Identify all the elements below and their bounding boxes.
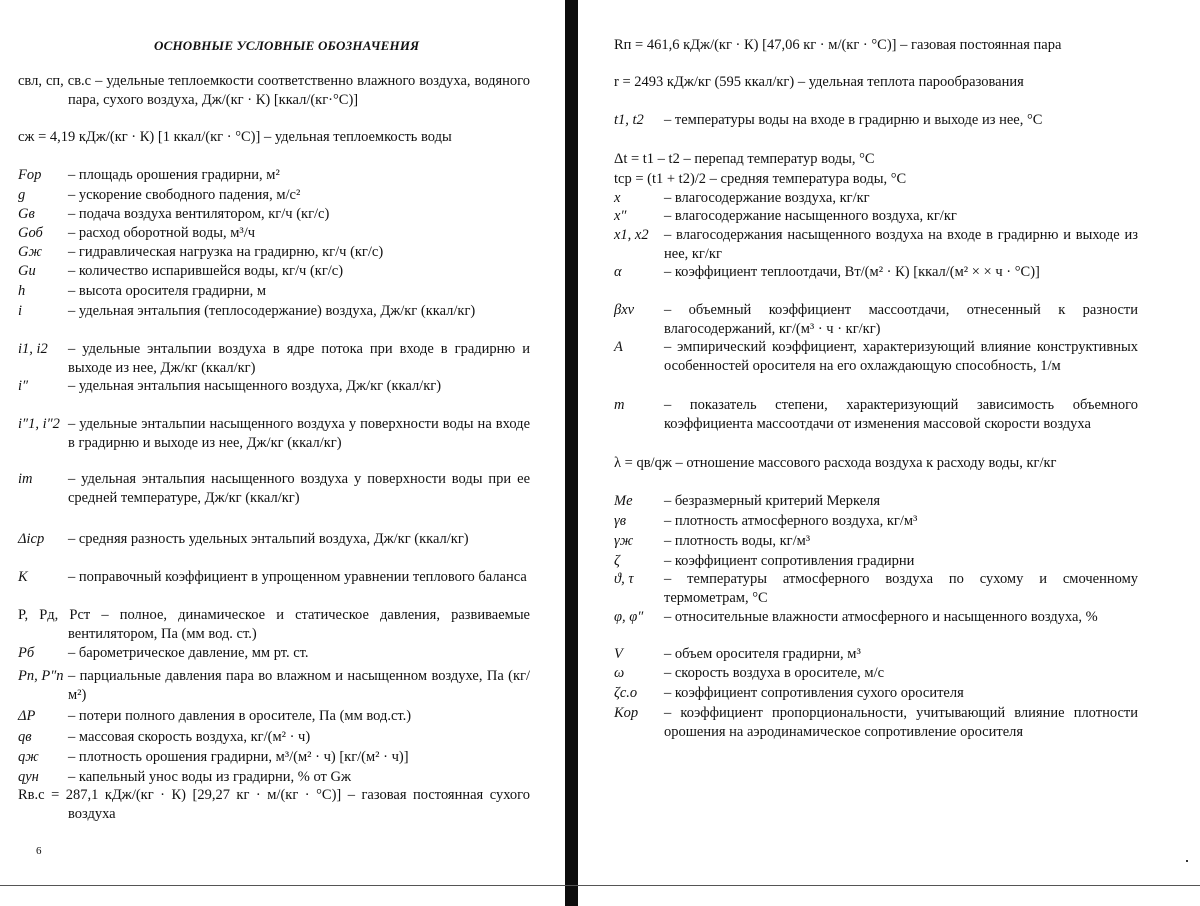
glossary-symbol: γж <box>614 533 634 549</box>
glossary-description: – плотность орошения градирни, м³/(м² · ч) [кг/(м² · ч)] <box>68 749 409 765</box>
glossary-description: – коэффициент сопротивления сухого оросителя <box>664 685 964 701</box>
glossary-entry <box>614 111 1138 130</box>
glossary-description: tср = (t1 + t2)/2 – средняя температура воды, °С <box>614 171 907 187</box>
glossary-entry <box>614 189 1138 208</box>
glossary-symbol: ζ <box>614 553 620 569</box>
glossary-entry <box>614 608 1138 627</box>
glossary-entry <box>18 340 530 377</box>
glossary-description: – удельные энтальпии насыщенного воздуха у поверхности воды на входе в градирню и выходе из нее, Дж/кг (ккал/кг) <box>68 416 530 451</box>
glossary-description: λ = qв/qж – отношение массового расхода воздуха к расходу воды, кг/кг <box>614 455 1057 471</box>
glossary-description: – коэффициент теплоотдачи, Вт/(м² · К) [ккал/(м² × × ч · °С)] <box>664 264 1040 280</box>
glossary-entry <box>614 396 1138 433</box>
glossary-description: – эмпирический коэффициент, характеризующий влияние конструктивных особенностей оросителя на его охлаждающую способность, 1/м <box>664 339 1138 374</box>
glossary-description: – температуры воды на входе в градирню и выходе из нее, °С <box>664 112 1043 128</box>
glossary-entry <box>614 226 1138 263</box>
glossary-symbol: Gи <box>18 263 36 279</box>
glossary-description: – удельная энтальпия (теплосодержание) воздуха, Дж/кг (ккал/кг) <box>68 303 476 319</box>
glossary-entry <box>18 377 530 396</box>
glossary-entry <box>18 606 530 643</box>
glossary-description: – удельная энтальпия насыщенного воздуха у поверхности воды при ее средней температуре, Дж/кг (ккал/кг) <box>68 471 530 506</box>
glossary-symbol: V <box>614 646 623 662</box>
glossary-symbol: h <box>18 283 26 299</box>
glossary-entry <box>18 72 530 109</box>
glossary-description: – влагосодержание воздуха, кг/кг <box>664 190 870 206</box>
glossary-entry <box>614 552 1138 571</box>
glossary-entry <box>18 470 530 507</box>
glossary-entry <box>614 532 1138 551</box>
glossary-entry <box>614 36 1138 55</box>
glossary-symbol: ϑ, τ <box>614 571 634 587</box>
glossary-symbol: t1, t2 <box>614 112 644 128</box>
glossary-description: – высота оросителя градирни, м <box>68 283 267 299</box>
glossary-symbol: i <box>18 303 23 319</box>
glossary-symbol: Gв <box>18 206 35 222</box>
glossary-entry <box>18 768 530 787</box>
glossary-symbol: βxv <box>614 302 635 318</box>
glossary-entry <box>18 707 530 726</box>
glossary-description: r = 2493 кДж/кг (595 ккал/кг) – удельная теплота парообразования <box>614 74 1024 90</box>
glossary-description: P, Pд, Pст – полное, динамическое и статическое давления, развиваемые вентилятором, Па (мм вод. ст.) <box>18 607 530 642</box>
glossary-entry <box>18 186 530 205</box>
glossary-description: – безразмерный критерий Меркеля <box>664 493 880 509</box>
glossary-description: – удельные энтальпии воздуха в ядре потока при входе в градирню и выходе из нее, Дж/кг (ккал/кг) <box>68 341 530 376</box>
glossary-entry <box>18 243 530 262</box>
glossary-symbol: Gоб <box>18 225 43 241</box>
glossary-entry <box>614 664 1138 683</box>
glossary-description: – подача воздуха вентилятором, кг/ч (кг/с) <box>68 206 330 222</box>
glossary-symbol: x1, x2 <box>614 227 649 243</box>
glossary-symbol: Fор <box>18 167 42 183</box>
glossary-description: Rв.с = 287,1 кДж/(кг · К) [29,27 кг · м/(кг · °С)] – газовая постоянная сухого воздуха <box>18 787 530 822</box>
glossary-symbol: Pб <box>18 645 35 661</box>
glossary-description: cж = 4,19 кДж/(кг · К) [1 ккал/(кг · °С)] – удельная теплоемкость воды <box>18 129 452 145</box>
glossary-entry <box>614 492 1138 511</box>
glossary-description: – удельная энтальпия насыщенного воздуха, Дж/кг (ккал/кг) <box>68 378 442 394</box>
glossary-entry <box>614 170 1138 189</box>
glossary-symbol: α <box>614 264 622 280</box>
scan-speck <box>1186 860 1188 862</box>
glossary-description: Δt = t1 – t2 – перепад температур воды, °С <box>614 151 875 167</box>
glossary-symbol: qун <box>18 769 39 785</box>
glossary-symbol: K <box>18 569 28 585</box>
glossary-entry <box>18 728 530 747</box>
glossary-symbol: i1, i2 <box>18 341 48 357</box>
glossary-symbol: γв <box>614 513 627 529</box>
glossary-description: – плотность воды, кг/м³ <box>664 533 811 549</box>
glossary-description: – коэффициент пропорциональности, учитывающий влияние плотности орошения на аэродинамическое сопротивление оросителя <box>664 705 1138 740</box>
glossary-description: – поправочный коэффициент в упрощенном уравнении теплового баланса <box>68 569 527 585</box>
glossary-entry <box>18 205 530 224</box>
glossary-entry <box>18 786 530 823</box>
glossary-description: – объем оросителя градирни, м³ <box>664 646 861 662</box>
glossary-symbol: ζс.о <box>614 685 638 701</box>
glossary-entry <box>614 150 1138 169</box>
glossary-description: – площадь орошения градирни, м² <box>68 167 280 183</box>
glossary-entry <box>614 207 1138 226</box>
glossary-entry <box>614 338 1138 375</box>
glossary-description: – относительные влажности атмосферного и насыщенного воздуха, % <box>664 609 1098 625</box>
glossary-entry <box>18 166 530 185</box>
glossary-description: – температуры атмосферного воздуха по сухому и смоченному термометрам, °С <box>664 571 1138 606</box>
glossary-description: cвл, cп, cв.с – удельные теплоемкости соответственно влажного воздуха, водяного пара, сухого воздуха, Дж/(кг · К) [ккал/(кг·°С)] <box>18 73 530 108</box>
glossary-description: – объемный коэффициент массоотдачи, отнесенный к разности влагосодержаний, кг/(м³ · ч · кг/кг) <box>664 302 1138 337</box>
glossary-entry <box>18 302 530 321</box>
glossary-symbol: Gж <box>18 244 42 260</box>
book-spine <box>565 0 578 906</box>
glossary-description: – ускорение свободного падения, м/с² <box>68 187 301 203</box>
glossary-symbol: g <box>18 187 26 203</box>
page-title: ОСНОВНЫЕ УСЛОВНЫЕ ОБОЗНАЧЕНИЯ <box>154 38 420 53</box>
glossary-entry <box>18 568 530 587</box>
glossary-symbol: im <box>18 471 33 487</box>
glossary-symbol: Pп, P″п <box>18 668 64 684</box>
glossary-description: – барометрическое давление, мм рт. ст. <box>68 645 309 661</box>
glossary-entry <box>614 645 1138 664</box>
glossary-description: – гидравлическая нагрузка на градирню, кг/ч (кг/с) <box>68 244 384 260</box>
glossary-symbol: i″ <box>18 378 29 394</box>
glossary-description: Rп = 461,6 кДж/(кг · К) [47,06 кг · м/(кг · °С)] – газовая постоянная пара <box>614 37 1062 53</box>
glossary-entry <box>18 748 530 767</box>
glossary-entry <box>614 73 1138 92</box>
page-number: 6 <box>36 845 42 857</box>
glossary-description: – скорость воздуха в оросителе, м/с <box>664 665 885 681</box>
glossary-symbol: i″1, i″2 <box>18 416 60 432</box>
glossary-description: – парциальные давления пара во влажном и насыщенном воздухе, Па (кг/м²) <box>68 668 530 703</box>
glossary-entry <box>18 644 530 663</box>
glossary-symbol: m <box>614 397 625 413</box>
glossary-symbol: φ, φ″ <box>614 609 644 625</box>
glossary-symbol: ω <box>614 665 625 681</box>
glossary-entry <box>18 530 530 549</box>
glossary-entry <box>18 667 530 704</box>
glossary-symbol: Me <box>614 493 633 509</box>
glossary-entry <box>614 512 1138 531</box>
glossary-description: – плотность атмосферного воздуха, кг/м³ <box>664 513 918 529</box>
glossary-entry <box>18 262 530 281</box>
glossary-entry <box>18 282 530 301</box>
glossary-description: – количество испарившейся воды, кг/ч (кг/с) <box>68 263 344 279</box>
glossary-entry <box>18 224 530 243</box>
glossary-description: – капельный унос воды из градирни, % от Gж <box>68 769 351 785</box>
glossary-description: – потери полного давления в оросителе, Па (мм вод.ст.) <box>68 708 412 724</box>
bottom-edge <box>0 885 1200 886</box>
glossary-symbol: Kор <box>614 705 639 721</box>
glossary-entry <box>18 415 530 452</box>
glossary-entry <box>18 128 530 147</box>
glossary-description: – средняя разность удельных энтальпий воздуха, Дж/кг (ккал/кг) <box>68 531 469 547</box>
glossary-symbol: Δiср <box>18 531 45 547</box>
glossary-entry <box>614 704 1138 741</box>
glossary-symbol: A <box>614 339 623 355</box>
glossary-entry <box>614 301 1138 338</box>
glossary-description: – массовая скорость воздуха, кг/(м² · ч) <box>68 729 311 745</box>
glossary-entry <box>614 684 1138 703</box>
glossary-entry <box>614 263 1138 282</box>
glossary-description: – показатель степени, характеризующий зависимость объемного коэффициента массоотдачи от изменения массовой скорости воздуха <box>664 397 1138 432</box>
glossary-description: – влагосодержания насыщенного воздуха на входе в градирню и выходе из нее, кг/кг <box>664 227 1138 262</box>
glossary-symbol: x <box>614 190 621 206</box>
glossary-symbol: qв <box>18 729 32 745</box>
glossary-entry <box>614 454 1138 473</box>
glossary-symbol: ΔP <box>18 708 36 724</box>
glossary-description: – влагосодержание насыщенного воздуха, кг/кг <box>664 208 957 224</box>
glossary-description: – коэффициент сопротивления градирни <box>664 553 915 569</box>
glossary-entry <box>614 570 1138 607</box>
glossary-symbol: x″ <box>614 208 627 224</box>
glossary-description: – расход оборотной воды, м³/ч <box>68 225 256 241</box>
glossary-symbol: qж <box>18 749 39 765</box>
